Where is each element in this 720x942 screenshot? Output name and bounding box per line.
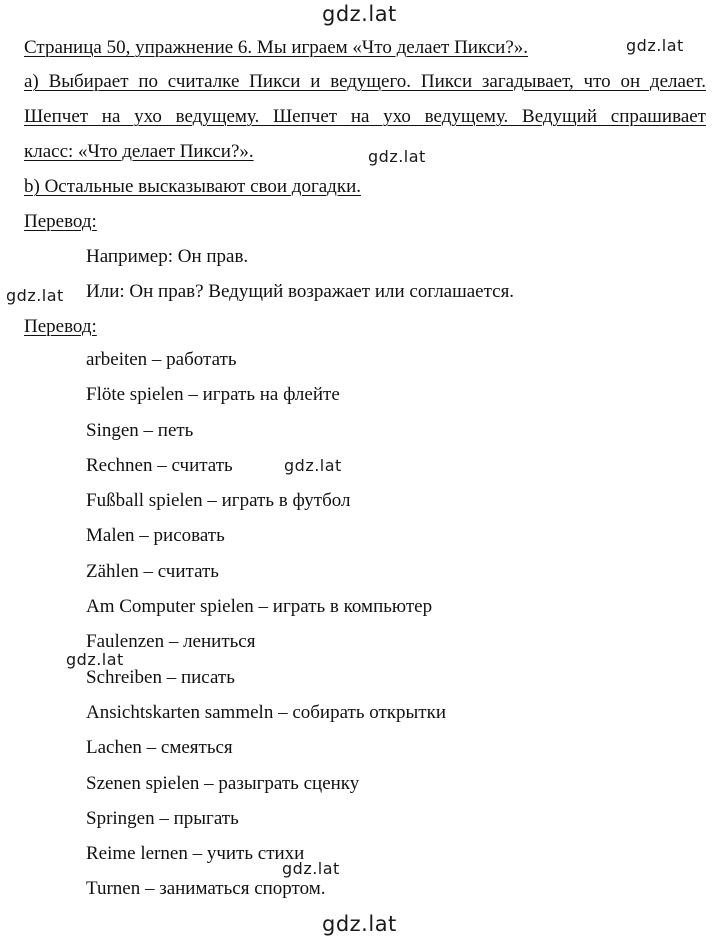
vocab-item: Fußball spielen – играть в футбол xyxy=(86,490,351,512)
vocab-item: Singen – петь xyxy=(86,419,194,441)
vocab-item: arbeiten – работать xyxy=(86,349,237,370)
watermark-center: gdz.lat xyxy=(284,456,342,475)
vocab-item: Lachen – смеяться xyxy=(86,737,233,759)
translation-heading-2: Перевод: xyxy=(24,316,97,337)
watermark-left-lower: gdz.lat xyxy=(66,650,124,669)
watermark-bottom: gdz.lat xyxy=(322,912,397,936)
vocab-item: Malen – рисовать xyxy=(86,525,225,547)
vocab-item: Springen – прыгать xyxy=(86,807,239,829)
vocab-item: Reime lernen – учить стихи xyxy=(86,843,305,865)
vocab-item: Schreiben – писать xyxy=(86,666,235,688)
exercise-line-a-end: класс: «Что делает Пикси?». xyxy=(24,141,254,162)
watermark-mid: gdz.lat xyxy=(368,147,426,166)
exercise-line-a-cont: Шепчет на ухо ведущему. Шепчет на ухо ведущему. Ведущий спрашивает xyxy=(24,106,706,127)
vocab-item: Zählen – считать xyxy=(86,560,219,582)
exercise-title: Страница 50, упражнение 6. Мы играем «Что делает Пикси?». xyxy=(24,37,529,58)
exercise-line-b: b) Остальные высказывают свои догадки. xyxy=(24,176,361,197)
vocab-item: Szenen spielen – разыграть сценку xyxy=(86,772,360,794)
vocab-item: Turnen – заниматься спортом. xyxy=(86,878,326,900)
example-1: Например: Он прав. xyxy=(86,246,249,267)
vocab-item: Faulenzen – лениться xyxy=(86,631,256,653)
example-2: Или: Он прав? Ведущий возражает или соглашается. xyxy=(86,281,515,302)
watermark-right-top: gdz.lat xyxy=(626,36,684,55)
translation-heading-1: Перевод: xyxy=(24,211,97,232)
vocab-item: Flöte spielen – играть на флейте xyxy=(86,384,340,406)
vocabulary-list xyxy=(86,350,446,915)
watermark-top: gdz.lat xyxy=(322,2,397,26)
watermark-lower-center: gdz.lat xyxy=(282,859,340,878)
vocab-item: Am Computer spielen – играть в компьютер xyxy=(86,596,433,618)
exercise-line-a: a) Выбирает по считалке Пикси и ведущего. Пикси загадывает, что он делает. xyxy=(24,71,706,92)
vocab-item: Rechnen – считать xyxy=(86,454,233,476)
watermark-left: gdz.lat xyxy=(6,286,64,305)
vocab-item: Ansichtskarten sammeln – собирать открытки xyxy=(86,701,446,723)
